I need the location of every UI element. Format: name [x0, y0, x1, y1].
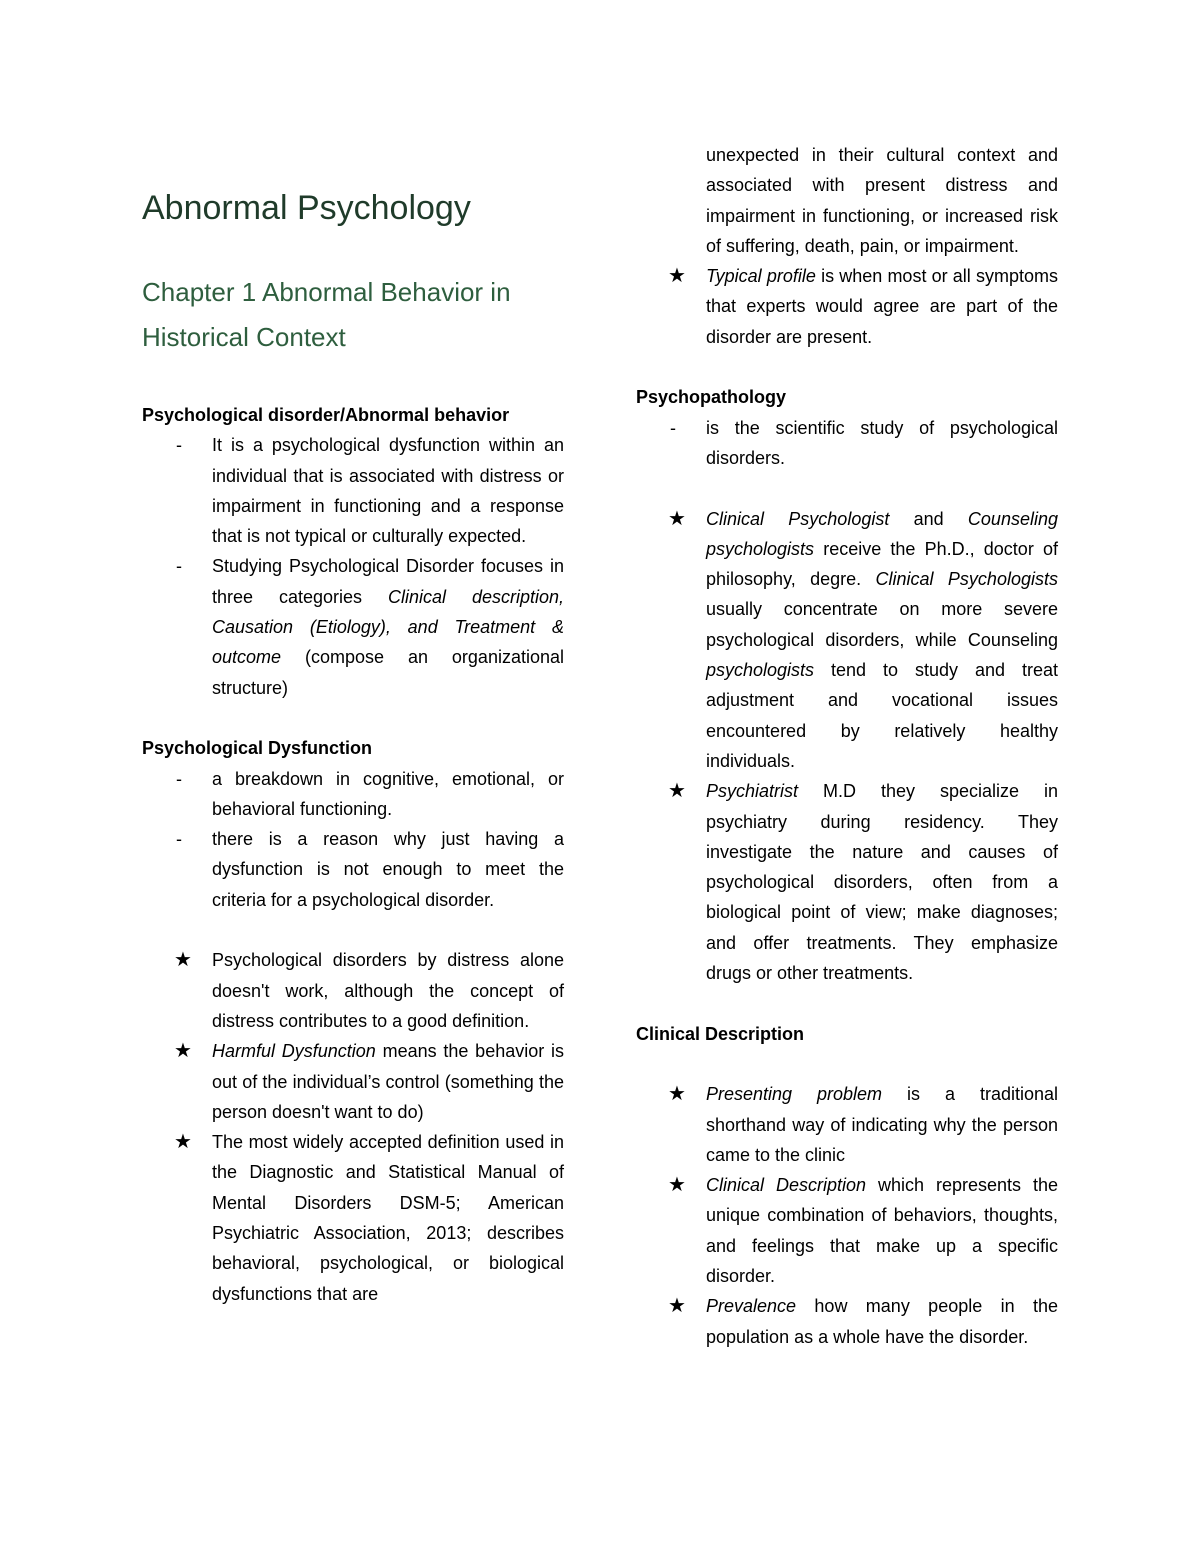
- list-item: [142, 824, 564, 915]
- list-item-emphasis: Psychiatrist: [706, 781, 799, 802]
- star-icon: ★: [668, 780, 686, 803]
- star-icon: ★: [174, 949, 192, 972]
- dash-marker: -: [670, 417, 676, 438]
- list-item: [636, 776, 1058, 988]
- list-item: [636, 1079, 1058, 1170]
- star-icon: ★: [174, 1040, 192, 1063]
- list-item-text: which represents the unique combination of behaviors, thoughts, and feelings that make up a specific disorder.: [706, 1175, 1058, 1286]
- star-icon: ★: [668, 1174, 686, 1197]
- star-icon: ★: [668, 1295, 686, 1318]
- list-item-emphasis: psychologists: [706, 660, 815, 681]
- list-item-emphasis: Prevalence: [706, 1296, 797, 1317]
- list-item-emphasis: Harmful Dysfunction: [212, 1041, 376, 1062]
- star-icon: ★: [668, 1083, 686, 1106]
- star-icon: ★: [668, 265, 686, 288]
- list-item-text: tend to study and treat adjustment and vocational issues encountered by relatively healthy individuals.: [706, 660, 1058, 771]
- list-item: [142, 764, 564, 825]
- list-item: [636, 1291, 1058, 1352]
- list-item: [636, 1170, 1058, 1291]
- star-icon: ★: [668, 507, 686, 530]
- list-item-text: a breakdown in cognitive, emotional, or behavioral functioning.: [212, 768, 564, 819]
- list-item-text: is a traditional shorthand way of indicating why the person came to the clinic: [706, 1084, 1058, 1165]
- section-heading-clinical-description: Clinical Description: [636, 1023, 805, 1044]
- list-item-text: is the scientific study of psychological disorders.: [706, 417, 1058, 468]
- list-item: [142, 1036, 564, 1127]
- list-item-text: It is a psychological dysfunction within an individual that is associated with distress or impairment in functioning and a response that is not typical or culturally expected.: [212, 435, 564, 547]
- list-item: [636, 261, 1058, 352]
- list-item-emphasis: Typical profile: [706, 266, 816, 287]
- list-item-text: Psychological disorders by distress alone doesn't work, although the concept of distress contributes to a good definition.: [212, 950, 564, 1031]
- list-item-emphasis: Clinical Psychologist: [706, 508, 890, 529]
- list-item: [142, 551, 564, 702]
- list-item-text: (compose an organizational structure): [212, 647, 564, 698]
- chapter-heading: Chapter 1 Abnormal Behavior in Historical Context: [142, 277, 511, 352]
- right-body: [636, 140, 1058, 1352]
- list-item-emphasis: Presenting problem: [706, 1084, 883, 1105]
- dash-marker: -: [176, 435, 182, 456]
- list-item-continued: [636, 140, 1058, 261]
- section-heading-psychopathology: Psychopathology: [636, 387, 787, 408]
- document-title: Abnormal Psychology: [142, 189, 471, 227]
- section-heading-dysfunction: Psychological Dysfunction: [142, 738, 373, 759]
- list-item-emphasis: Clinical Psychologists: [875, 569, 1058, 590]
- list-item-text: how many people in the population as a whole have the disorder.: [706, 1296, 1058, 1347]
- dash-marker: -: [176, 556, 182, 577]
- list-item-text: Studying Psychological Disorder focuses in three categories: [212, 556, 564, 607]
- section-heading-disorder: Psychological disorder/Abnormal behavior: [142, 405, 510, 425]
- list-item-text: is when most or all symptoms that experts would agree are part of the disorder are present.: [706, 266, 1058, 347]
- dash-marker: -: [176, 768, 182, 789]
- left-body: [142, 400, 564, 1309]
- list-item-text: means the behavior is out of the individual’s control (something the person doesn't want to do): [212, 1041, 564, 1122]
- list-item-emphasis: Counseling psychologists: [706, 508, 1058, 559]
- list-item-text: The most widely accepted definition used in the Diagnostic and Statistical Manual of Mental Disorders DSM-5; American Psychiatric Association, 2013; describes behavioral, psychological, or biological dysfunctions that are: [212, 1132, 564, 1304]
- list-item-text: usually concentrate on more severe psychological disorders, while Counseling: [706, 599, 1058, 650]
- list-item-text: unexpected in their cultural context and associated with present distress and impairment in functioning, or increased risk of suffering, death, pain, or impairment.: [706, 145, 1058, 256]
- list-item: [142, 430, 564, 551]
- list-item-text: there is a reason why just having a dysfunction is not enough to meet the criteria for a psychological disorder.: [212, 829, 564, 910]
- list-item-emphasis: Clinical Description: [706, 1175, 867, 1196]
- list-item: [636, 413, 1058, 474]
- dash-marker: -: [176, 829, 182, 850]
- list-item: [142, 945, 564, 1036]
- list-item: [142, 1127, 564, 1309]
- list-item-text: receive the Ph.D., doctor of philosophy, degre.: [706, 538, 1058, 590]
- list-item-text: M.D they specialize in psychiatry during residency. They investigate the nature and causes of psychological disorders, often from a biological point of view; make diagnoses; and offer treatments. They emphasize drugs or other treatments.: [706, 781, 1058, 984]
- star-icon: ★: [174, 1131, 192, 1154]
- list-item: [636, 504, 1058, 777]
- list-item-emphasis: Clinical description, Causation (Etiology), and Treatment & outcome: [212, 586, 564, 668]
- list-item-text: and: [889, 508, 968, 529]
